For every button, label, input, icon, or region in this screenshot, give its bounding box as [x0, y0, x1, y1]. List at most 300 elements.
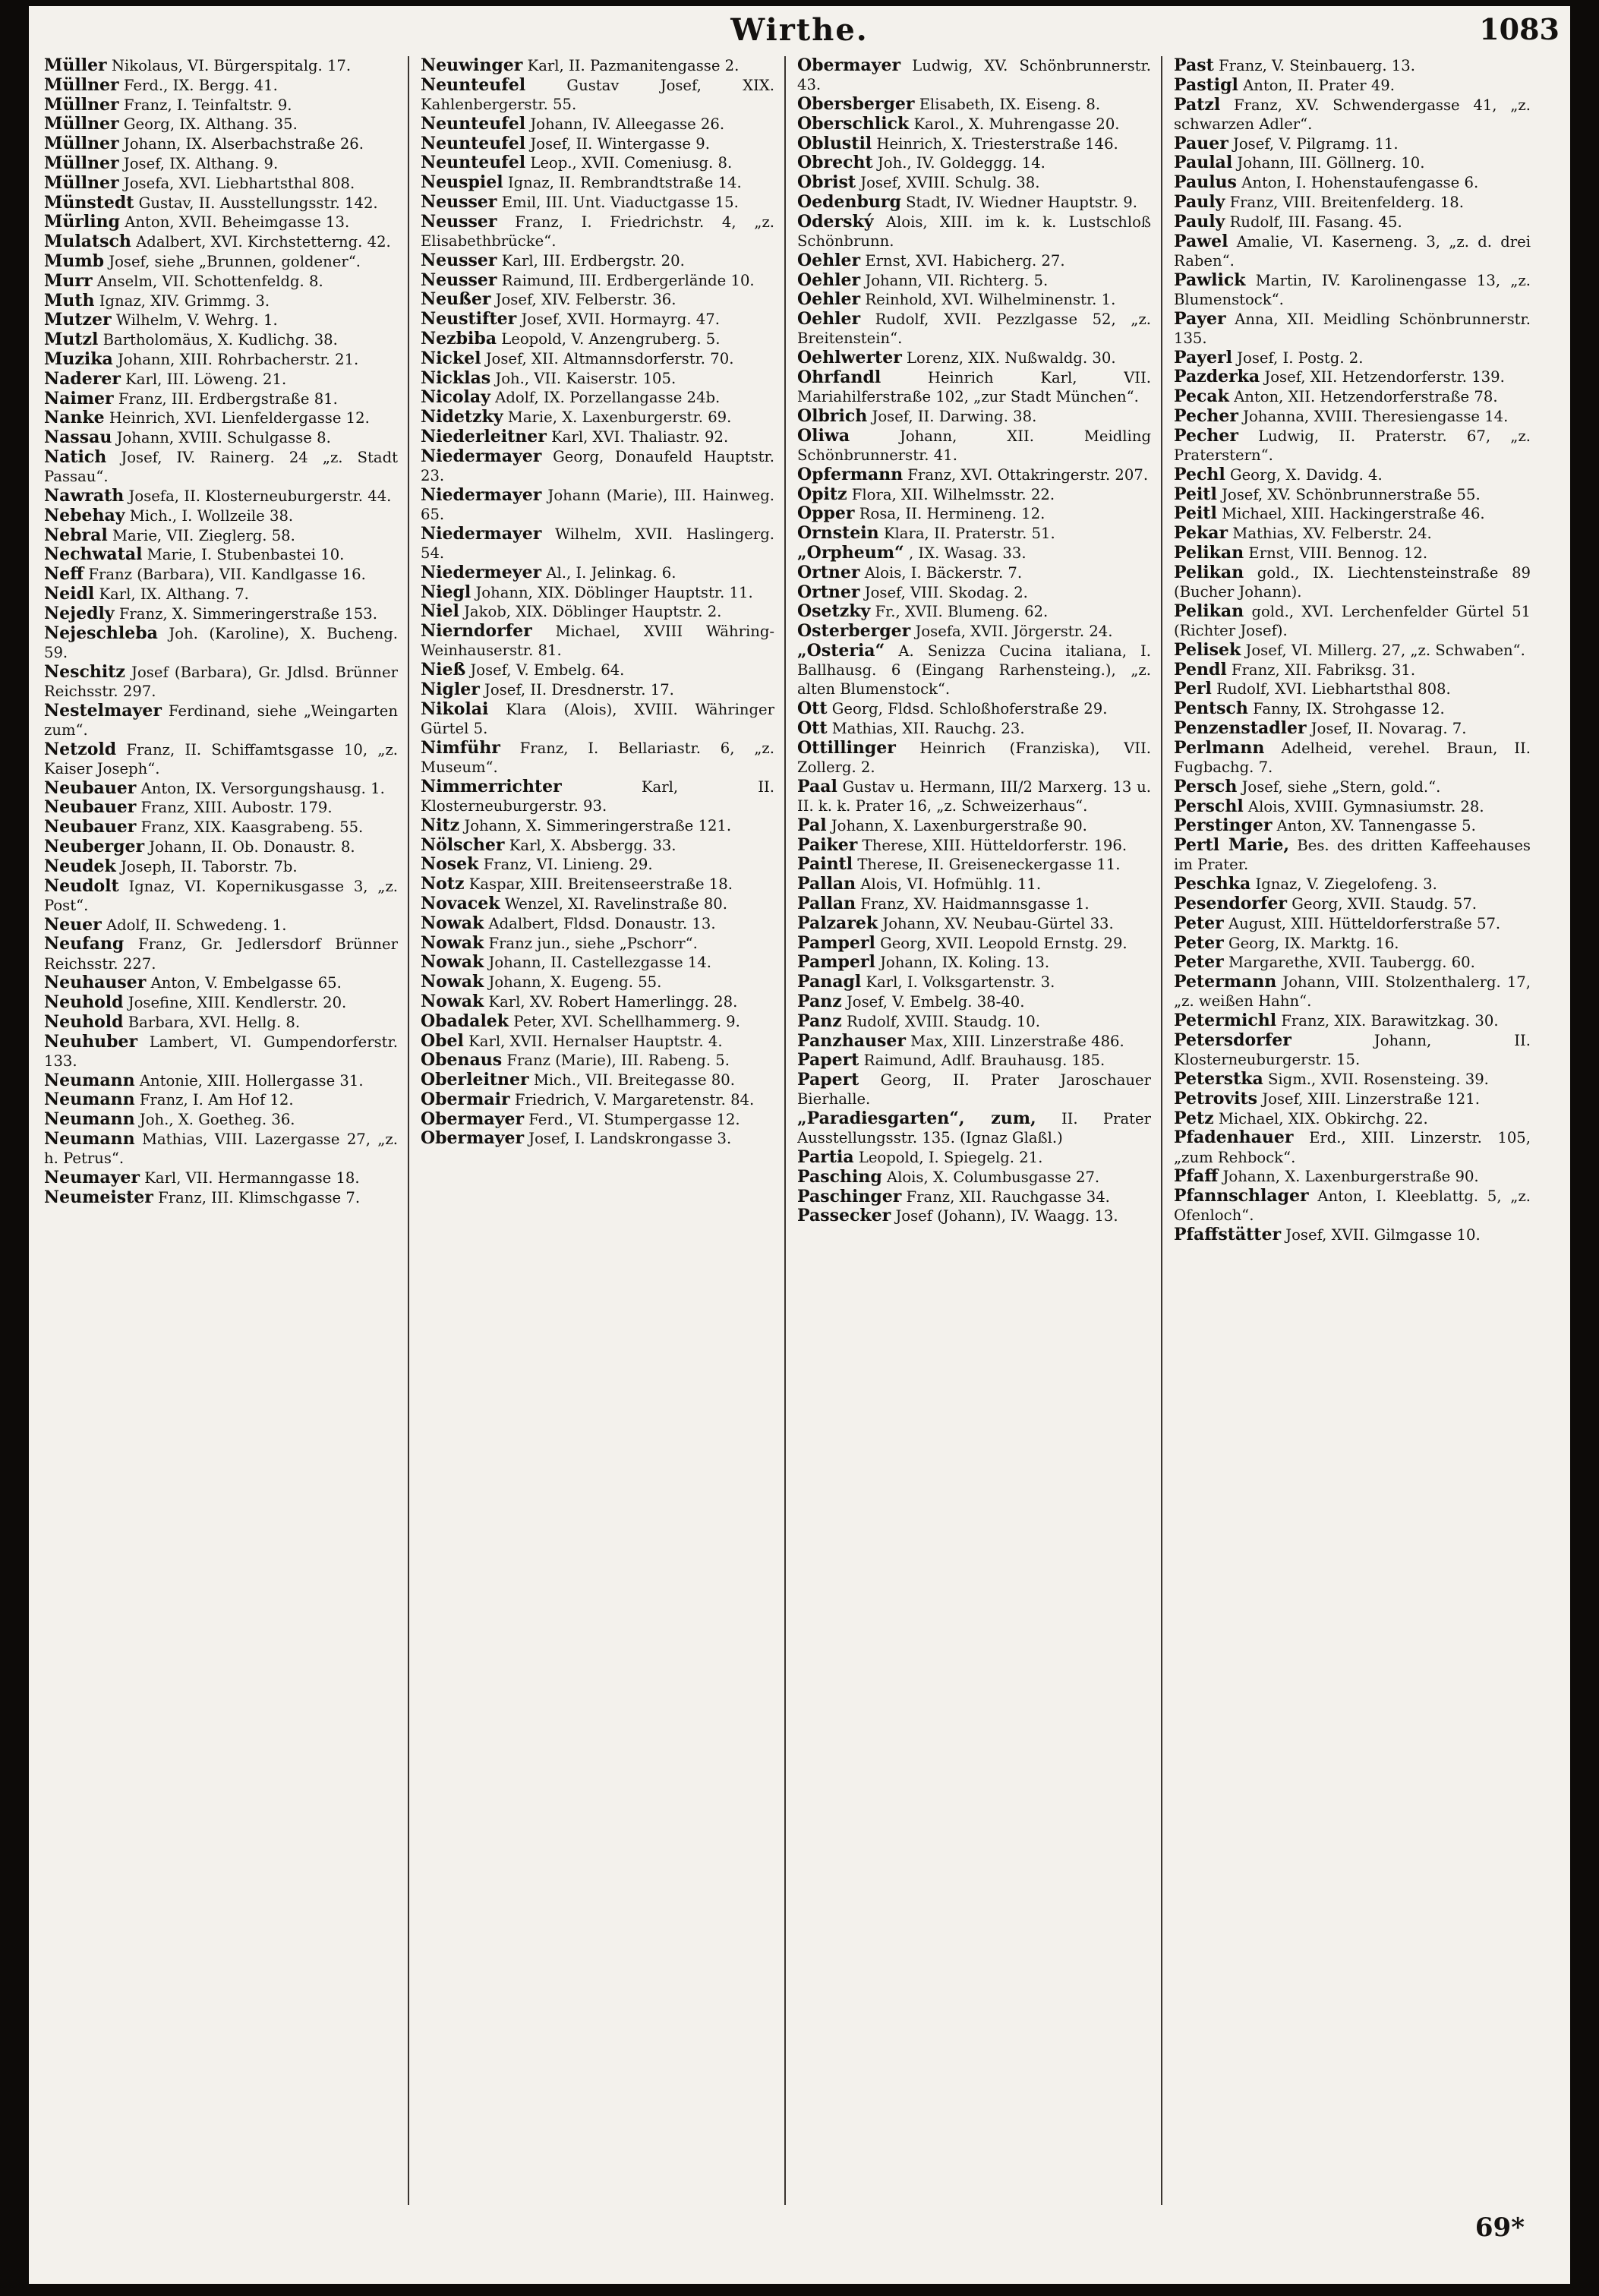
entry-name: Neubauer — [44, 817, 137, 837]
directory-entry — [1174, 232, 1531, 270]
directory-entry — [44, 779, 398, 798]
entry-address: Karl, VII. Hermanngasse 18. — [144, 1169, 360, 1187]
directory-entry — [44, 330, 398, 349]
entry-name: Perstinger — [1174, 815, 1273, 836]
entry-address: Johann, X. Eugeng. 55. — [488, 973, 662, 992]
directory-entry — [44, 487, 398, 506]
entry-address: Anton, XII. Hetzendorferstraße 78. — [1234, 388, 1498, 406]
entry-address: Karl, II. Pazmanitengasse 2. — [527, 57, 740, 74]
directory-entry — [421, 583, 774, 602]
entry-name: Müllner — [44, 172, 119, 193]
entry-address: Anton, IX. Versorgungshausg. 1. — [140, 779, 385, 797]
entry-address: Josef, II. Dresdnerstr. 17. — [484, 680, 674, 699]
entry-address: Ferdinand, siehe „Weingarten zum“. — [44, 702, 398, 739]
entry-address: Max, XIII. Linzerstraße 486. — [910, 1032, 1124, 1050]
entry-name: Natich — [44, 446, 107, 467]
entry-address: Lambert, VI. Gumpendorferstr. 133. — [44, 1033, 398, 1070]
entry-name: Neußer — [421, 289, 491, 310]
entry-name: Ott — [797, 699, 828, 719]
entry-address: Raimund, Adlf. Brauhausg. 185. — [863, 1052, 1105, 1070]
directory-entry — [1174, 894, 1531, 913]
entry-address: Leopold, V. Anzengruberg. 5. — [501, 330, 721, 348]
entry-address: Josef, siehe „Stern, gold.“. — [1241, 777, 1441, 796]
directory-entry — [44, 798, 398, 817]
directory-entry — [797, 563, 1151, 582]
entry-name: Pal — [797, 815, 827, 835]
entry-name: Ortner — [797, 582, 860, 602]
entry-address: Georg, XVII. Staudg. 57. — [1292, 894, 1478, 913]
entry-name: Perlmann — [1174, 737, 1265, 758]
directory-entry — [797, 894, 1151, 913]
entry-address: Josef, V. Embelg. 38-40. — [846, 992, 1025, 1011]
entry-name: Notz — [421, 874, 465, 894]
entry-name: Müller — [44, 56, 107, 75]
directory-entry — [797, 310, 1151, 348]
entry-name: Niel — [421, 601, 459, 622]
entry-name: Neuhold — [44, 1011, 124, 1032]
entry-address: Franz, Gr. Jedlersdorf Brünner Reichsstr. 227. — [44, 935, 398, 973]
entry-name: Neufang — [44, 934, 125, 954]
entry-address: Johann, X. Laxenburgerstraße 90. — [831, 816, 1087, 834]
directory-entry — [797, 95, 1151, 114]
entry-name: Paintl — [797, 854, 853, 875]
entry-address: Josef, siehe „Brunnen, goldener“. — [109, 252, 361, 270]
signature-mark: 69* — [1474, 2212, 1525, 2243]
entry-name: Nowak — [421, 932, 484, 953]
entry-name: „Paradiesgarten“, zum, — [797, 1109, 1036, 1129]
entry-name: Peschka — [1174, 874, 1251, 894]
entry-name: Muth — [44, 290, 95, 311]
entry-address: Jakob, XIX. Döblinger Hauptstr. 2. — [464, 603, 722, 621]
directory-entry — [797, 602, 1151, 621]
entry-address: Mathias, XII. Rauchg. 23. — [831, 719, 1025, 737]
directory-entry — [421, 855, 774, 874]
directory-entry — [44, 428, 398, 447]
entry-address: Josef, IX. Althang. 9. — [123, 154, 279, 172]
entry-address: Joh., X. Goetheg. 36. — [139, 1111, 295, 1129]
directory-entry — [421, 602, 774, 621]
entry-name: Paulus — [1174, 172, 1237, 193]
entry-address: Josef, I. Landskrongasse 3. — [528, 1130, 732, 1148]
entry-address: Anton, II. Prater 49. — [1243, 76, 1396, 94]
entry-address: Franz, I. Bellariastr. 6, „z. Museum“. — [421, 739, 774, 776]
entry-name: Paiker — [797, 834, 858, 855]
directory-entry — [797, 739, 1151, 777]
entry-name: Nimmerrichter — [421, 776, 562, 796]
directory-entry — [44, 1110, 398, 1129]
entry-address: Georg, Fldsd. Schloßhoferstraße 29. — [831, 700, 1108, 718]
entry-name: Pauly — [1174, 191, 1225, 212]
directory-entry — [421, 310, 774, 329]
directory-entry — [44, 194, 398, 213]
directory-entry — [797, 642, 1151, 699]
entry-address: Ferd., IX. Bergg. 41. — [123, 76, 278, 94]
entry-address: Fr., XVII. Blumeng. 62. — [875, 603, 1049, 621]
entry-address: Johanna, XVIII. Theresiengasse 14. — [1243, 407, 1509, 425]
entry-address: Erd., XIII. Linzerstr. 105, „zum Rehbock“. — [1174, 1129, 1531, 1166]
entry-address: Gustav, II. Ausstellungsstr. 142. — [138, 194, 378, 212]
directory-entry — [44, 1033, 398, 1071]
entry-address: Johann, III. Göllnerg. 10. — [1237, 154, 1425, 172]
entry-name: Oehler — [797, 289, 861, 310]
entry-name: Petermann — [1174, 972, 1277, 992]
directory-entry — [44, 350, 398, 369]
entry-address: Josef, XV. Schönbrunnerstraße 55. — [1222, 485, 1481, 503]
entry-name: Neuhold — [44, 992, 124, 1013]
directory-entry — [1174, 1070, 1531, 1089]
directory-entry — [797, 173, 1151, 192]
entry-address: Barbara, XVI. Hellg. 8. — [128, 1013, 301, 1031]
entry-name: Nawrath — [44, 485, 125, 506]
entry-address: Alois, I. Bäckerstr. 7. — [864, 563, 1023, 582]
entry-name: „Osteria“ — [797, 640, 885, 661]
directory-entry — [797, 914, 1151, 933]
entry-address: Rudolf, XVIII. Staudg. 10. — [846, 1012, 1041, 1030]
directory-entry — [44, 1130, 398, 1168]
page-number: 1083 — [1479, 12, 1560, 46]
entry-address: Raimund, III. Erdbergerlände 10. — [501, 271, 755, 289]
entry-name: Oehler — [797, 309, 861, 330]
entry-address: Karl, I. Volksgartenstr. 3. — [866, 973, 1055, 992]
entry-address: Franz, XV. Schwendergasse 41, „z. schwarzen Adler“. — [1174, 96, 1531, 133]
entry-address: Therese, II. Greiseneckergasse 11. — [857, 856, 1121, 874]
entry-name: Nebehay — [44, 505, 125, 525]
entry-address: Josef, VI. Millerg. 27, „z. Schwaben“. — [1245, 641, 1525, 659]
entry-name: Mutzer — [44, 310, 112, 330]
entry-address: Friedrich, V. Margaretenstr. 84. — [514, 1090, 755, 1109]
directory-entry — [421, 894, 774, 913]
entry-name: Olbrich — [797, 405, 868, 426]
entry-address: Adalbert, Fldsd. Donaustr. 13. — [488, 914, 716, 932]
directory-entry — [421, 486, 774, 524]
entry-name: Ornstein — [797, 523, 879, 544]
directory-entry — [1174, 1167, 1531, 1186]
directory-entry — [1174, 602, 1531, 640]
entry-address: gold., XVI. Lerchenfelder Gürtel 51 (Richter Josef). — [1174, 602, 1531, 639]
entry-name: Mutzl — [44, 330, 99, 350]
directory-entry — [44, 272, 398, 291]
directory-entry — [797, 504, 1151, 523]
entry-address: Alois, X. Columbusgasse 27. — [886, 1168, 1100, 1186]
directory-entry — [44, 1013, 398, 1032]
entry-name: Nestelmayer — [44, 700, 162, 721]
entry-address: Anna, XII. Meidling Schönbrunnerstr. 135. — [1174, 310, 1531, 347]
directory-entry — [797, 485, 1151, 504]
entry-name: Pauer — [1174, 133, 1228, 153]
directory-entry — [1174, 56, 1531, 75]
directory-entry — [797, 465, 1151, 484]
directory-entry — [421, 349, 774, 368]
directory-entry — [421, 525, 774, 563]
entry-address: Nikolaus, VI. Bürgerspitalg. 17. — [111, 57, 352, 74]
entry-name: Pesendorfer — [1174, 893, 1288, 913]
directory-entry — [421, 1012, 774, 1031]
entry-address: Gustav u. Hermann, III/2 Marxerg. 13 u. II. k. k. Prater 16, „z. Schweizerhaus“. — [797, 777, 1151, 815]
entry-address: Karl, XVII. Hernalser Hauptstr. 4. — [468, 1032, 723, 1050]
directory-entry — [44, 1071, 398, 1090]
directory-entry — [44, 624, 398, 662]
entry-name: Neuspiel — [421, 172, 503, 193]
directory-entry — [44, 740, 398, 778]
entry-name: Obel — [421, 1030, 464, 1051]
column-divider — [784, 56, 786, 2205]
entry-name: Neumann — [44, 1109, 135, 1130]
entry-address: August, XIII. Hütteldorferstraße 57. — [1228, 914, 1501, 932]
entry-name: Oblustil — [797, 133, 872, 153]
entry-name: Oehlwerter — [797, 348, 902, 368]
directory-entry — [1174, 310, 1531, 348]
directory-entry — [1174, 76, 1531, 95]
entry-name: Oehler — [797, 250, 861, 270]
entry-name: Neubauer — [44, 777, 137, 798]
directory-entry — [1174, 914, 1531, 933]
entry-name: Panagl — [797, 972, 862, 992]
entry-address: Michael, XVIII Währing-Weinhauserstr. 81. — [421, 623, 774, 660]
entry-address: Johann, XIX. Döblinger Hauptstr. 11. — [475, 583, 753, 601]
entry-name: Pelikan — [1174, 542, 1244, 563]
entry-address: Alois, XIII. im k. k. Lustschloß Schönbrunn. — [797, 213, 1151, 250]
entry-address: Franz, XII. Fabriksg. 31. — [1231, 661, 1416, 679]
directory-entry — [44, 818, 398, 837]
entry-address: Karl, III. Löweng. 21. — [125, 370, 287, 388]
entry-name: Neusser — [421, 250, 497, 270]
entry-name: Obrist — [797, 172, 856, 193]
entry-name: Pazderka — [1174, 367, 1260, 387]
entry-address: Joseph, II. Taborstr. 7b. — [120, 857, 298, 875]
entry-address: Johann, II. Castellezgasse 14. — [488, 954, 712, 972]
entry-name: Müllner — [44, 94, 119, 115]
column-3 — [797, 56, 1151, 2175]
entry-address: Wilhelm, XVII. Haslingerg. 54. — [421, 525, 774, 562]
directory-entry — [421, 914, 774, 933]
entry-name: Obersberger — [797, 94, 915, 114]
entry-address: Ignaz, VI. Kopernikusgasse 3, „z. Post“. — [44, 877, 398, 914]
entry-name: Niedermayer — [421, 523, 542, 544]
entry-address: Adolf, II. Schwedeng. 1. — [106, 916, 287, 934]
entry-address: Rudolf, XVII. Pezzlgasse 52, „z. Breitenstein“. — [797, 311, 1151, 348]
entry-name: Paal — [797, 776, 837, 796]
column-divider — [1161, 56, 1162, 2205]
directory-entry — [421, 271, 774, 290]
directory-entry — [797, 153, 1151, 172]
entry-address: Bartholomäus, X. Kudlichg. 38. — [102, 331, 338, 349]
entry-name: Neunteufel — [421, 113, 526, 134]
entry-address: Johann, IV. Alleegasse 26. — [530, 115, 725, 133]
entry-address: Karl, X. Absbergg. 33. — [509, 836, 676, 854]
directory-entry — [797, 855, 1151, 874]
directory-entry — [1174, 797, 1531, 816]
entry-name: Peterstka — [1174, 1068, 1263, 1089]
entry-address: Franz (Marie), III. Rabeng. 5. — [506, 1052, 730, 1070]
directory-entry — [1174, 504, 1531, 523]
entry-address: Georg, XVII. Leopold Ernstg. 29. — [880, 934, 1128, 952]
directory-entry — [1174, 739, 1531, 777]
directory-entry — [797, 115, 1151, 134]
entry-name: Nitz — [421, 815, 460, 835]
entry-address: Karl, IX. Althang. 7. — [99, 585, 249, 603]
entry-address: Joh., VII. Kaiserstr. 105. — [495, 369, 676, 387]
entry-name: Nowak — [421, 913, 484, 933]
entry-name: Panzhauser — [797, 1030, 906, 1051]
entry-address: Josef, IV. Rainerg. 24 „z. Stadt Passau“. — [44, 448, 398, 486]
entry-name: Oedenburg — [797, 191, 901, 212]
directory-entry — [44, 702, 398, 740]
entry-address: Johann, XIII. Rohrbacherstr. 21. — [117, 350, 359, 368]
entry-name: Pertl Marie, — [1174, 835, 1290, 856]
directory-entry — [797, 427, 1151, 465]
column-1 — [44, 56, 398, 2175]
entry-address: Josef (Johann), IV. Waagg. 13. — [895, 1207, 1118, 1225]
entry-name: Paulal — [1174, 153, 1233, 173]
directory-entry — [44, 1188, 398, 1207]
entry-name: Murr — [44, 270, 93, 291]
entry-name: Nigler — [421, 679, 480, 699]
entry-address: Anton, I. Hohenstaufengasse 6. — [1241, 174, 1479, 192]
entry-name: Neunteufel — [421, 133, 526, 153]
entry-name: Pekar — [1174, 523, 1228, 544]
directory-entry — [44, 292, 398, 311]
entry-name: Obermayer — [421, 1109, 525, 1129]
entry-address: Anton, V. Embelgasse 65. — [150, 974, 342, 992]
entry-address: Franz, XIX. Barawitzkag. 30. — [1281, 1012, 1499, 1030]
directory-entry — [421, 836, 774, 855]
entry-name: Neumann — [44, 1090, 135, 1110]
entry-address: Franz (Barbara), VII. Kandlgasse 16. — [88, 566, 366, 584]
entry-name: Mulatsch — [44, 232, 131, 252]
directory-entry — [1174, 465, 1531, 484]
entry-name: Oliwa — [797, 425, 850, 446]
directory-entry — [44, 252, 398, 271]
entry-name: Peter — [1174, 913, 1224, 933]
entry-address: Alois, VI. Hofmühlg. 11. — [860, 875, 1042, 894]
entry-name: Oderský — [797, 211, 874, 232]
directory-entry — [421, 1110, 774, 1129]
directory-entry — [797, 193, 1151, 212]
entry-name: Nejeschleba — [44, 623, 158, 643]
directory-entry — [797, 1206, 1151, 1225]
entry-address: Joh. (Karoline), X. Bucheng. 59. — [44, 624, 398, 661]
directory-entry — [797, 348, 1151, 367]
entry-name: Pawlick — [1174, 270, 1246, 290]
entry-address: Franz, III. Klimschgasse 7. — [158, 1188, 361, 1206]
directory-entry — [797, 1071, 1151, 1109]
entry-name: Neff — [44, 564, 84, 585]
directory-entry — [797, 1187, 1151, 1206]
directory-entry — [44, 1168, 398, 1187]
entry-name: Novacek — [421, 893, 500, 913]
entry-address: Johann, IX. Koling. 13. — [880, 954, 1050, 972]
entry-address: Josefa, II. Klosterneuburgerstr. 44. — [128, 487, 392, 505]
directory-entry — [797, 875, 1151, 894]
entry-name: Panz — [797, 991, 842, 1011]
directory-entry — [421, 369, 774, 388]
entry-address: Margarethe, XVII. Taubergg. 60. — [1228, 954, 1475, 972]
entry-address: Franz, I. Friedrichstr. 4, „z. Elisabethbrücke“. — [421, 213, 774, 250]
entry-address: Josef, V. Embelg. 64. — [470, 661, 625, 680]
entry-name: Obadalek — [421, 1011, 509, 1031]
entry-name: Neunteufel — [421, 74, 526, 95]
entry-name: Müllner — [44, 114, 119, 134]
entry-name: Pfaffstätter — [1174, 1225, 1282, 1245]
entry-name: Müllner — [44, 134, 119, 154]
directory-entry — [1174, 1011, 1531, 1030]
directory-entry — [421, 1071, 774, 1090]
directory-entry — [421, 251, 774, 270]
entry-name: Papert — [797, 1070, 859, 1090]
entry-address: Martin, IV. Karolinengasse 13, „z. Blumenstock“. — [1174, 271, 1531, 308]
entry-name: Oberleitner — [421, 1070, 529, 1090]
entry-address: Reinhold, XVI. Wilhelminenstr. 1. — [865, 291, 1116, 309]
entry-name: Müllner — [44, 153, 119, 173]
directory-entry — [1174, 836, 1531, 874]
entry-address: Johann (Marie), III. Hainweg. 65. — [421, 486, 774, 523]
directory-entry — [797, 407, 1151, 426]
entry-address: Johann, XV. Neubau-Gürtel 33. — [882, 914, 1114, 932]
entry-address: Adelheid, verehel. Braun, II. Fugbachg. 7. — [1174, 739, 1531, 776]
entry-name: Nassau — [44, 427, 112, 448]
directory-entry — [797, 524, 1151, 543]
entry-name: Persch — [1174, 776, 1238, 796]
entry-address: Johann, VII. Richterg. 5. — [865, 271, 1049, 289]
entry-name: Nidetzky — [421, 407, 503, 427]
entry-name: Netzold — [44, 739, 117, 759]
directory-entry — [44, 993, 398, 1012]
entry-name: Mürling — [44, 212, 121, 232]
entry-address: Mich., I. Wollzeile 38. — [129, 506, 294, 525]
directory-entry — [421, 1129, 774, 1148]
entry-name: Peitl — [1174, 503, 1217, 524]
entry-address: Leop., XVII. Comeniusg. 8. — [530, 154, 733, 172]
entry-name: Obrecht — [797, 153, 873, 173]
entry-name: Müllner — [44, 74, 119, 95]
entry-address: Josef, XIV. Felberstr. 36. — [495, 291, 676, 309]
entry-address: Franz, I. Teinfaltstr. 9. — [123, 96, 292, 114]
entry-name: Pfaff — [1174, 1166, 1219, 1187]
entry-name: Penzenstadler — [1174, 718, 1307, 738]
entry-name: Neudek — [44, 856, 116, 876]
entry-address: Ernst, XVI. Habicherg. 27. — [865, 251, 1065, 270]
directory-entry — [44, 115, 398, 134]
entry-address: Karl, XVI. Thaliastr. 92. — [551, 427, 729, 446]
entry-name: Neusser — [421, 270, 497, 290]
entry-name: Perschl — [1174, 796, 1244, 816]
entry-address: Georg, X. Davidg. 4. — [1229, 465, 1383, 484]
entry-name: Peitl — [1174, 484, 1217, 504]
entry-address: Klara (Alois), XVIII. Währinger Gürtel 5. — [421, 700, 774, 737]
directory-entry — [1174, 1128, 1531, 1166]
directory-entry — [421, 447, 774, 485]
entry-address: Leopold, I. Spiegelg. 21. — [858, 1149, 1043, 1167]
entry-name: Pawel — [1174, 231, 1228, 251]
entry-name: Pauly — [1174, 211, 1225, 232]
directory-entry — [44, 585, 398, 604]
directory-entry — [1174, 544, 1531, 563]
directory-entry — [797, 622, 1151, 641]
entry-name: Neuberger — [44, 836, 145, 856]
directory-entry — [44, 76, 398, 95]
entry-name: Peter — [1174, 952, 1224, 973]
entry-address: Ferd., VI. Stumpergasse 12. — [528, 1110, 740, 1128]
directory-entry — [1174, 348, 1531, 367]
directory-entry — [421, 115, 774, 134]
directory-entry — [1174, 153, 1531, 172]
entry-name: Nejedly — [44, 603, 115, 623]
entry-address: Antonie, XIII. Hollergasse 31. — [139, 1071, 364, 1090]
directory-entry — [1174, 1225, 1531, 1244]
directory-entry — [421, 134, 774, 153]
entry-address: Elisabeth, IX. Eiseng. 8. — [919, 96, 1101, 113]
directory-entry — [421, 330, 774, 348]
